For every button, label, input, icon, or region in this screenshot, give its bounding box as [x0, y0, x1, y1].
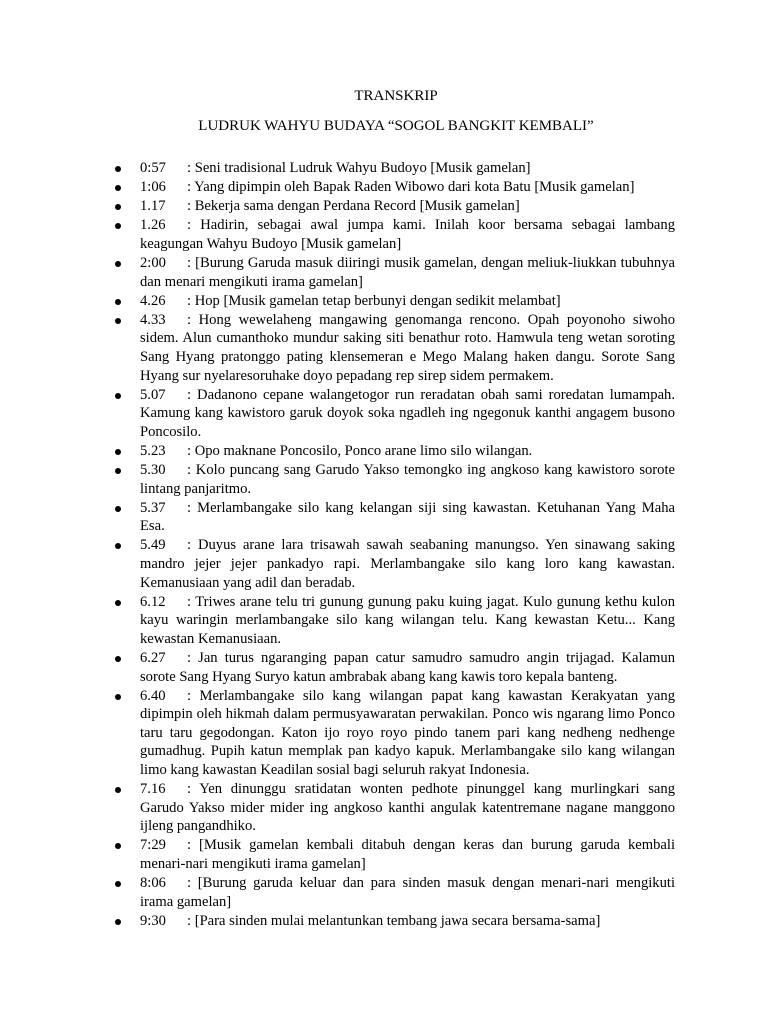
bullet-icon: [115, 318, 121, 324]
bullet-icon: [115, 787, 121, 793]
entry-text: : Dadanono cepane walangetogor run reradatan obah sami roredatan lumampah. Kamung kang kawistoro garuk doyok soka ngadleh ing ngegonuk kanthi angagem busono Poncosilo.: [140, 386, 675, 440]
entry-text: : Opo maknane Poncosilo, Ponco arane limo silo wilangan.: [187, 442, 533, 459]
entry-time: 2:00: [140, 254, 166, 271]
entry-time: 1.17: [140, 198, 166, 215]
entry-text: : Duyus arane lara trisawah sawah seabaning manungso. Yen sinawang saking mandro jejer jejer pankadyo rapi. Merlambangake silo kang loro kang kawastan. Kemanusiaan yang adil dan beradab.: [140, 537, 675, 591]
bullet-icon: [115, 543, 121, 549]
bullet-icon: [115, 185, 121, 191]
bullet-icon: [115, 166, 121, 172]
bullet-icon: [115, 843, 121, 849]
entry-time: 6.27: [140, 649, 166, 666]
entry-time: 5.07: [140, 386, 166, 403]
entry-text: : Triwes arane telu tri gunung gunung paku kuing jagat. Kulo gunung kethu kulon kayu waringin merlambangake silo kang wilangan telu. Kang kewastan Ketu... Kang kewastan Kemanusiaan.: [140, 593, 675, 647]
transcript-entry: [111, 254, 675, 291]
document-title: TRANSKRIP: [354, 88, 438, 104]
bullet-icon: [115, 449, 121, 455]
entry-text: : Merlambangake silo kang kelangan siji sing kawastan. Ketuhanan Yang Maha Esa.: [140, 499, 675, 535]
entry-time: 1.26: [140, 217, 166, 234]
entry-text: : Yang dipimpin oleh Bapak Raden Wibowo dari kota Batu [Musik gamelan]: [187, 179, 635, 196]
entry-text: : [Musik gamelan kembali ditabuh dengan keras dan burung garuda kembali menari-nari mengikuti irama gamelan]: [140, 837, 675, 872]
transcript-entry: [111, 386, 675, 442]
entry-text: : Kolo puncang sang Garudo Yakso temongko ing angkoso kang kawistoro sorote lintang panjaritmo.: [140, 462, 675, 497]
document-subtitle: LUDRUK WAHYU BUDAYA “SOGOL BANGKIT KEMBALI”: [198, 118, 594, 134]
entry-time: 7.16: [140, 781, 166, 798]
transcript-entry: [111, 687, 675, 780]
bullet-icon: [115, 506, 121, 512]
transcript-entry: [111, 780, 675, 836]
transcript-entry: [111, 292, 675, 311]
entry-time: 6.40: [140, 687, 166, 704]
transcript-entry: [111, 178, 675, 197]
bullet-icon: [115, 656, 121, 662]
entry-text: : [Para sinden mulai melantunkan tembang jawa secara bersama-sama]: [187, 912, 601, 929]
bullet-icon: [115, 600, 121, 606]
transcript-entry: [111, 461, 675, 498]
bullet-icon: [115, 919, 121, 925]
entry-time: 8:06: [140, 875, 166, 892]
transcript-list: [111, 159, 675, 931]
transcript-entry: [111, 874, 675, 911]
bullet-icon: [115, 261, 121, 267]
transcript-entry: [111, 649, 675, 686]
entry-time: 5.37: [140, 499, 166, 516]
entry-text: : Bekerja sama dengan Perdana Record [Musik gamelan]: [187, 198, 520, 215]
bullet-icon: [115, 393, 121, 399]
transcript-entry: [111, 442, 675, 461]
transcript-entry: [111, 499, 675, 536]
entry-time: 4.33: [140, 311, 166, 328]
entry-text: : Jan turus ngaranging papan catur samudro samudro angin trijagad. Kalamun sorote Sang Hyang Suryo katun ambrabak abang kang kawis toro kepala banteng.: [140, 649, 675, 685]
entry-text: : Yen dinunggu sratidatan wonten pedhote pinunggel kang murlingkari sang Garudo Yakso mider mider ing angkoso kanthi angulak katentremane nagane manggono ijleng pangandhiko.: [140, 781, 675, 835]
entry-time: 1:06: [140, 179, 166, 196]
entry-text: : Merlambangake silo kang wilangan papat kang kawastan Kerakyatan yang dipimpin oleh hikmah dalam permusyawaratan perwakilan. Ponco wis ngarang limo Ponco taru taru gegodongan. Katon ijo royo royo pindo tanem pari kang nedheng nedhenge gumadhug. Pupih katun memplak pan kadyo kapuk. Merlambangake silo kang wilangan limo kang kawastan Keadilan sosial bagi seluruh rakyat Indonesia.: [140, 687, 675, 778]
entry-text: : Hadirin, sebagai awal jumpa kami. Inilah koor bersama sebagai lambang keagungan Wahyu Budoyo [Musik gamelan]: [140, 217, 675, 252]
transcript-entry: [111, 197, 675, 216]
entry-text: : [Burung garuda keluar dan para sinden masuk dengan menari-nari mengikuti irama gamelan]: [140, 875, 675, 910]
bullet-icon: [115, 299, 121, 305]
transcript-entry: [111, 311, 675, 385]
transcript-entry: [111, 216, 675, 253]
entry-time: 9:30: [140, 912, 166, 929]
entry-text: : Seni tradisional Ludruk Wahyu Budoyo [Musik gamelan]: [187, 160, 531, 176]
entry-time: 4.26: [140, 292, 166, 309]
bullet-icon: [115, 694, 121, 700]
bullet-icon: [115, 468, 121, 474]
bullet-icon: [115, 223, 121, 229]
entry-time: 5.23: [140, 442, 166, 459]
entry-text: : Hong wewelaheng mangawing genomanga rencono. Opah poyonoho siwoho sidem. Alun cumanthoko mundur saking siti benathur roto. Hamwula teng wetan soroting Sang Hyang pratonggo pating klensemeran e Mego Malang haken dangu. Sorote Sang Hyang sur nyelaresoruhake doyo pepadang rep sirep sidem permakem.: [140, 311, 675, 384]
transcript-entry: [111, 912, 675, 931]
entry-time: 7:29: [140, 837, 166, 854]
entry-time: 5.49: [140, 537, 166, 554]
entry-time: 5.30: [140, 462, 166, 478]
entry-text: : [Burung Garuda masuk diiringi musik gamelan, dengan meliuk-liukkan tubuhnya dan menari mengikuti irama gamelan]: [140, 254, 675, 290]
entry-text: : Hop [Musik gamelan tetap berbunyi dengan sedikit melambat]: [187, 292, 561, 309]
entry-time: 0:57: [140, 160, 166, 176]
bullet-icon: [115, 204, 121, 210]
transcript-entry: [111, 536, 675, 592]
transcript-entry: [111, 836, 675, 873]
bullet-icon: [115, 881, 121, 887]
entry-time: 6.12: [140, 593, 166, 610]
transcript-entry: [111, 593, 675, 649]
transcript-entry: [111, 159, 675, 178]
